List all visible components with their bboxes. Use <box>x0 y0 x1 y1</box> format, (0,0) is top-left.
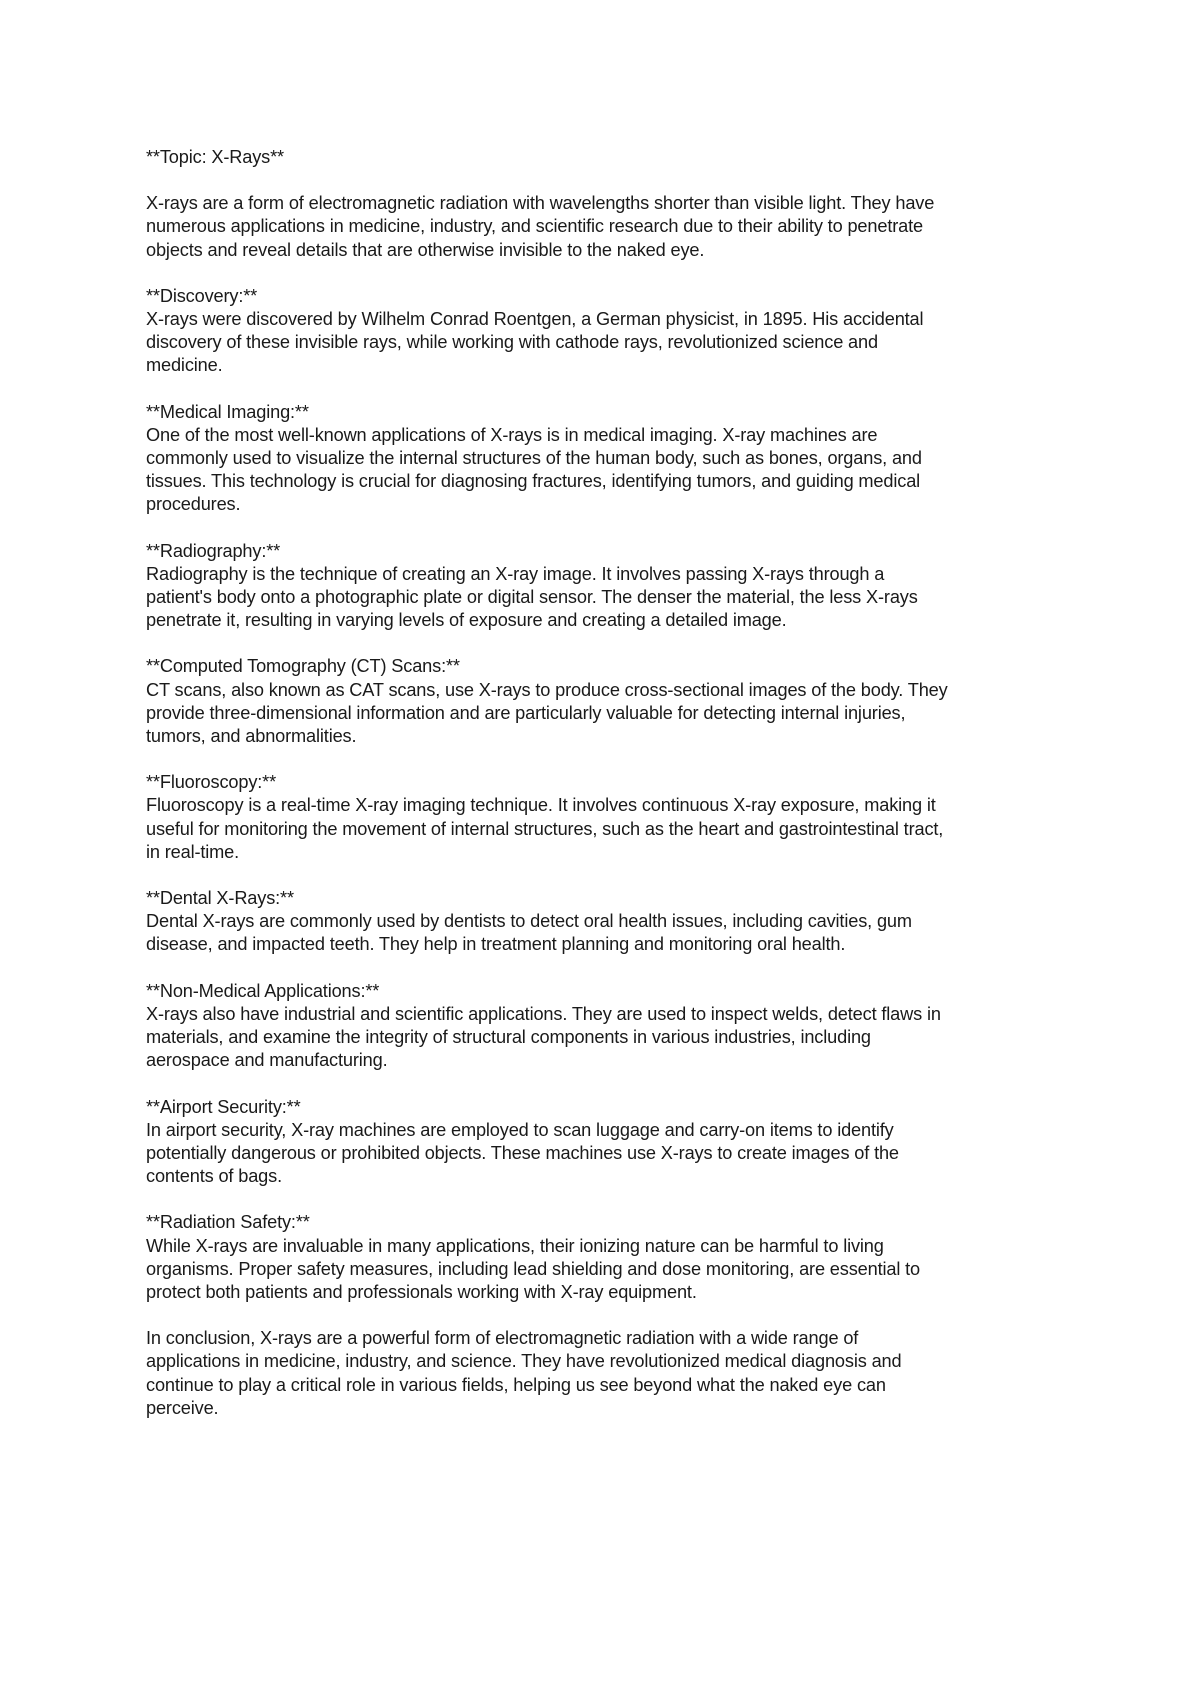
section-heading: **Radiation Safety:** <box>146 1212 310 1233</box>
section-heading: **Fluoroscopy:** <box>146 772 277 793</box>
section-heading: **Dental X-Rays:** <box>146 888 294 909</box>
section-heading: **Airport Security:** <box>146 1096 301 1117</box>
section-body: X-rays also have industrial and scientific applications. They are used to inspect welds, detect flaws in materials, and examine the integrity of structural components in various industries, including aerospace and manufacturing. <box>146 1003 941 1071</box>
conclusion-paragraph: In conclusion, X-rays are a powerful form of electromagnetic radiation with a wide range of applications in medicine, industry, and science. They have revolutionized medical diagnosis and continue to play a critical role in various fields, helping us see beyond what the naked eye can perceive. <box>146 1328 902 1418</box>
section-dental-x-rays <box>146 887 1076 957</box>
section-body: While X-rays are invaluable in many applications, their ionizing nature can be harmful to living organisms. Proper safety measures, including lead shielding and dose monitoring, are essential to protect both patients and professionals working with X-ray equipment. <box>146 1235 921 1302</box>
section-heading: **Radiography:** <box>146 540 281 561</box>
section-heading: **Non-Medical Applications:** <box>146 980 380 1001</box>
document-title: **Topic: X-Rays** <box>146 147 284 167</box>
section-non-medical-applications <box>146 980 1076 1073</box>
section-body: Radiography is the technique of creating an X-ray image. It involves passing X-rays through a patient's body onto a photographic plate or digital sensor. The denser the material, the less X-rays penetrate it, resulting in varying levels of exposure and creating a detailed image. <box>146 563 918 631</box>
section-radiography <box>146 540 1076 633</box>
section-body: X-rays were discovered by Wilhelm Conrad Roentgen, a German physicist, in 1895. His accidental discovery of these invisible rays, while working with cathode rays, revolutionized science and medicine. <box>146 309 924 376</box>
section-body: CT scans, also known as CAT scans, use X-rays to produce cross-sectional images of the body. They provide three-dimensional information and are particularly valuable for detecting internal injuries, tumors, and abnormalities. <box>146 679 948 747</box>
section-body: One of the most well-known applications of X-rays is in medical imaging. X-ray machines are commonly used to visualize the internal structures of the human body, such as bones, organs, and tissues. This technology is crucial for diagnosing fractures, identifying tumors, and guiding medical procedures. <box>146 424 922 515</box>
section-discovery <box>146 285 1076 378</box>
intro-text: X-rays are a form of electromagnetic radiation with wavelengths shorter than visible light. They have numerous applications in medicine, industry, and scientific research due to their ability to penetrate objects and reveal details that are otherwise invisible to the naked eye. <box>146 193 935 260</box>
section-airport-security <box>146 1096 1076 1189</box>
section-body: In airport security, X-ray machines are employed to scan luggage and carry-on items to identify potentially dangerous or prohibited objects. These machines use X-rays to create images of the contents of bags. <box>146 1119 899 1187</box>
section-medical-imaging <box>146 401 1076 517</box>
document-body <box>146 146 1076 1420</box>
section-heading: **Discovery:** <box>146 285 258 306</box>
section-body: Fluoroscopy is a real-time X-ray imaging technique. It involves continuous X-ray exposure, making it useful for monitoring the movement of internal structures, such as the heart and gastrointestinal tract, in real-time. <box>146 795 944 862</box>
section-body: Dental X-rays are commonly used by dentists to detect oral health issues, including cavities, gum disease, and impacted teeth. They help in treatment planning and monitoring oral health. <box>146 911 912 955</box>
section-fluoroscopy <box>146 771 1076 864</box>
section-heading: **Computed Tomography (CT) Scans:** <box>146 656 460 677</box>
intro-paragraph <box>146 192 1076 262</box>
section-ct-scans <box>146 655 1076 748</box>
section-heading: **Medical Imaging:** <box>146 401 309 422</box>
section-radiation-safety <box>146 1211 1076 1304</box>
